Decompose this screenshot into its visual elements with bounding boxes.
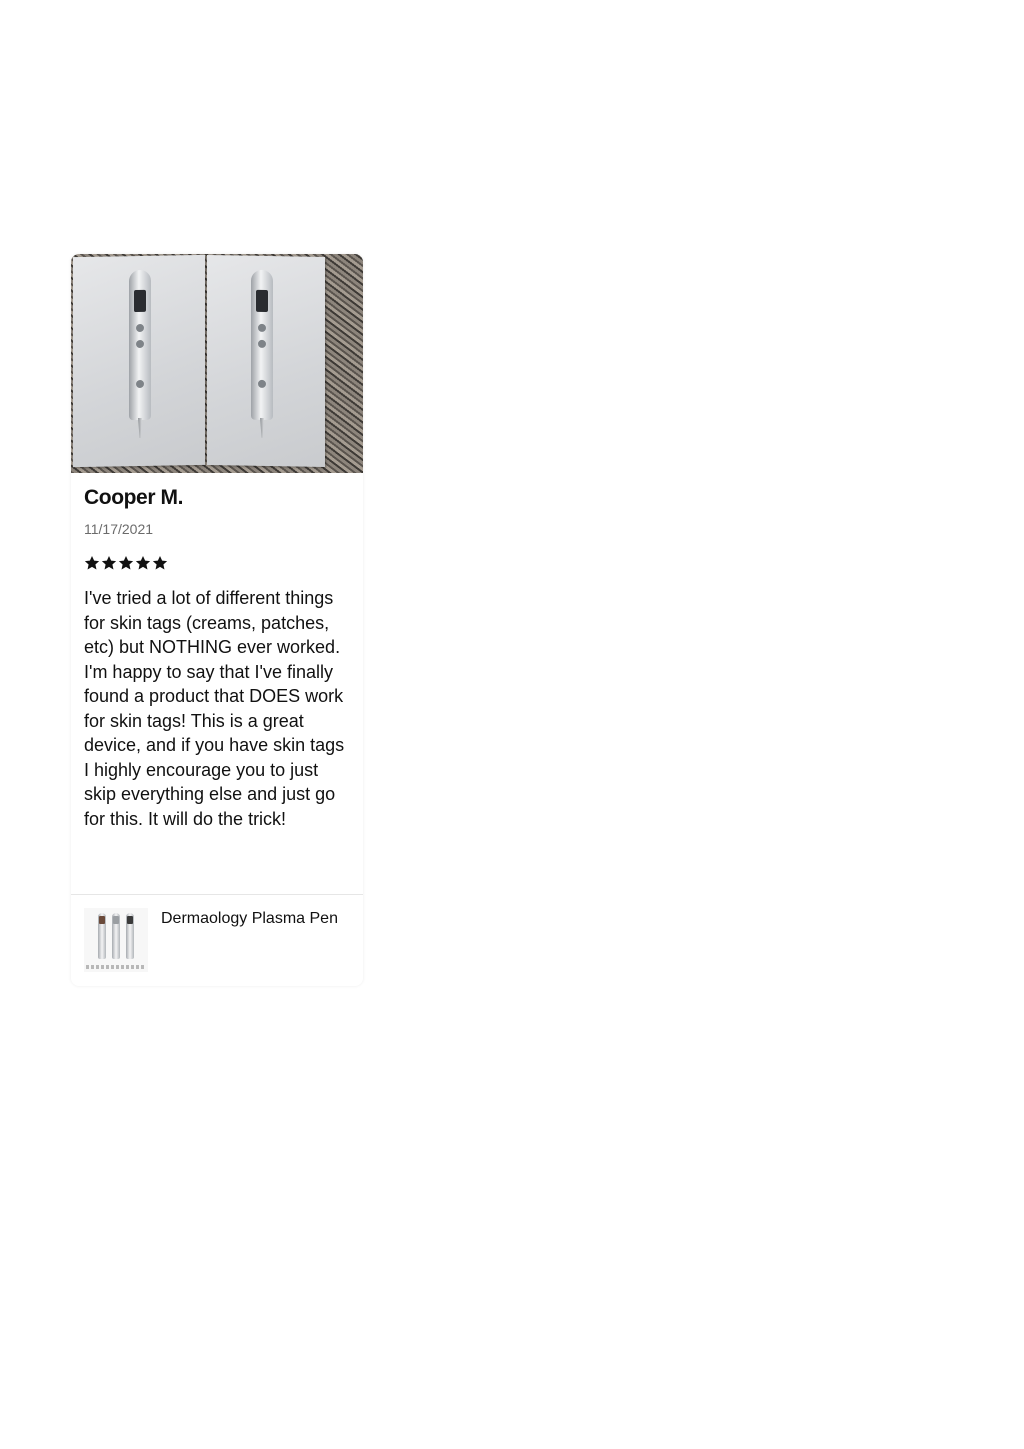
review-date: 11/17/2021 <box>84 521 154 537</box>
plasma-pen-icon <box>126 913 134 959</box>
plasma-pen-image <box>251 270 273 420</box>
product-thumbnail[interactable] <box>84 908 148 972</box>
plasma-pen-image <box>129 270 151 420</box>
product-box-left <box>73 255 205 467</box>
thumbnail-caption <box>86 965 146 969</box>
star-icon <box>152 555 168 571</box>
plasma-pen-icon <box>98 913 106 959</box>
star-icon <box>135 555 151 571</box>
review-photo[interactable] <box>71 254 363 473</box>
star-icon <box>101 555 117 571</box>
reviewer-name: Cooper M. <box>84 486 184 509</box>
review-body: I've tried a lot of different things for skin tags (creams, patches, etc) but NOTHING ever worked. I'm happy to say that I've finally found a product that DOES work for skin tags! This is a great device, and if you have skin tags I highly encourage you to just skip everything else and just go for this. It will do the trick! <box>84 588 345 829</box>
star-icon <box>118 555 134 571</box>
product-name-link[interactable]: Dermaology Plasma Pen <box>161 910 338 927</box>
star-icon <box>84 555 100 571</box>
product-box-right <box>207 255 325 467</box>
divider <box>71 894 363 895</box>
plasma-pen-icon <box>112 913 120 959</box>
review-card <box>71 254 363 986</box>
star-rating <box>84 555 168 571</box>
